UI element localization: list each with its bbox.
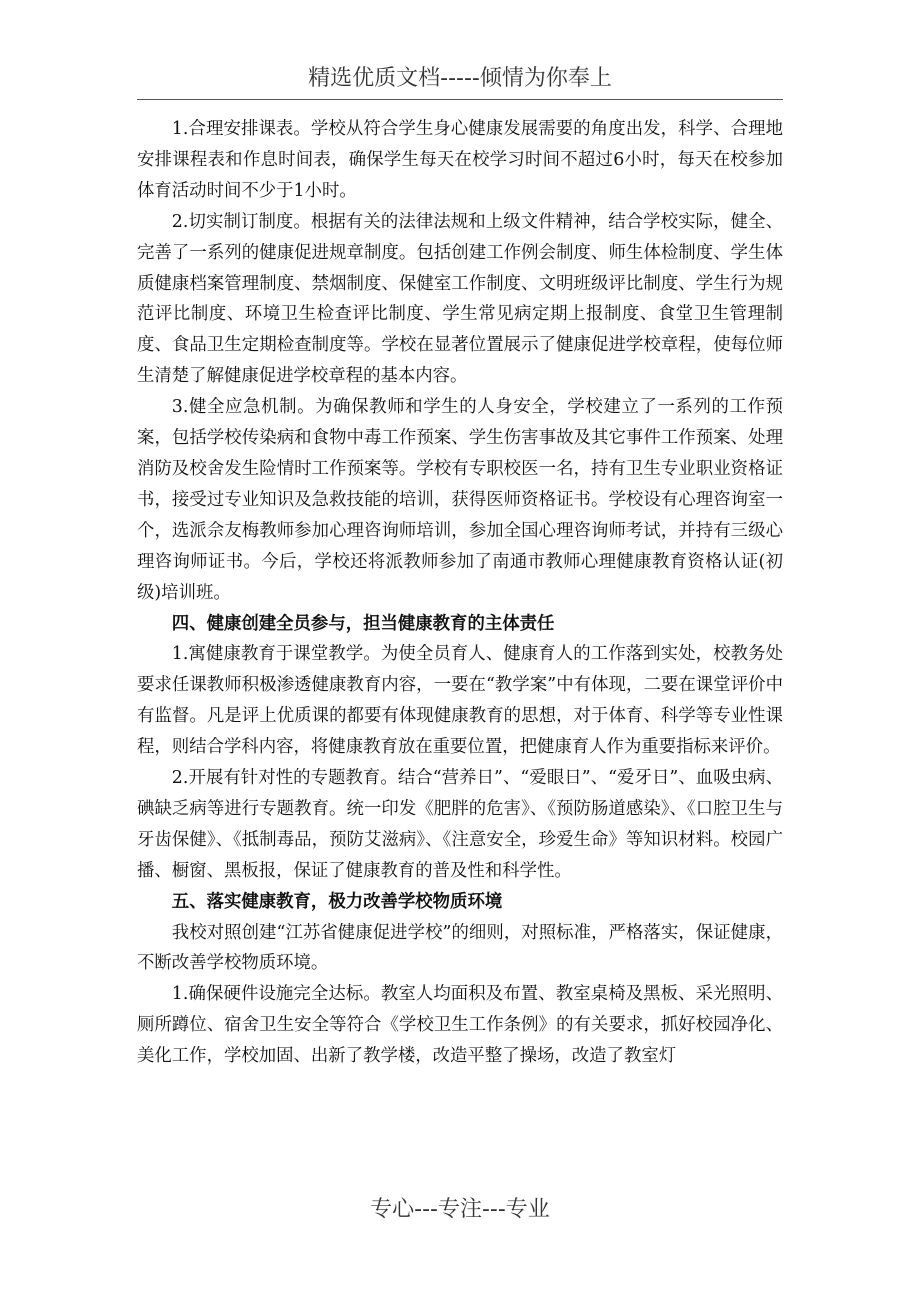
paragraph-7: 1.确保硬件设施完全达标。教室人均面积及布置、教室桌椅及黑板、采光照明、厕所蹲位、宿舍卫生安全等符合《学校卫生工作条例》的有关要求，抓好校园净化、美化工作，学校加固、出新了教学楼，改造平整了操场，改造了教室灯 <box>137 984 783 1067</box>
section-heading-5: 五、落实健康教育，极力改善学校物质环境 <box>171 891 503 912</box>
paragraph-3: 3.健全应急机制。为确保教师和学生的人身安全，学校建立了一系列的工作预案，包括学校传染病和食物中毒工作预案、学生伤害事故及其它事件工作预案、处理消防及校舍发生险情时工作预案等。学校有专职校医一名，持有卫生专业职业资格证书，接受过专业知识及急救技能的培训，获得医师资格证书。学校设有心理咨询室一个，选派佘友梅教师参加心理咨询师培训，参加全国心理咨询师考试，并持有三级心理咨询师证书。今后，学校还将派教师参加了南通市教师心理健康教育资格认证(初级)培训班。 <box>137 397 783 603</box>
section-heading-4: 四、健康创建全员参与，担当健康教育的主体责任 <box>171 613 555 634</box>
page-footer: 专心---专注---专业 <box>370 1197 550 1222</box>
paragraph-1: 1.合理安排课表。学校从符合学生身心健康发展需要的角度出发，科学、合理地安排课程表和作息时间表，确保学生每天在校学习时间不超过6小时，每天在校参加体育活动时间不少于1小时。 <box>137 119 783 201</box>
header-divider <box>137 99 783 100</box>
paragraph-6: 我校对照创建“江苏省健康促进学校”的细则，对照标准，严格落实，保证健康，不断改善学校物质环境。 <box>137 922 783 974</box>
paragraph-5: 2.开展有针对性的专题教育。结合“营养日”、“爱眼日”、“爱牙日”、血吸虫病、碘缺乏病等进行专题教育。统一印发《肥胖的危害》、《预防肠道感染》、《口腔卫生与牙齿保健》、《抵制毒品，预防艾滋病》、《注意安全，珍爱生命》等知识材料。校园广播、橱窗、黑板报，保证了健康教育的普及性和科学性。 <box>137 768 783 881</box>
document-body <box>137 114 783 1072</box>
page-header: 精选优质文档-----倾情为你奉上 <box>308 66 612 91</box>
paragraph-4: 1.寓健康教育于课堂教学。为使全员育人、健康育人的工作落到实处，校教务处要求任课教师积极渗透健康教育内容，一要在“教学案”中有体现，二要在课堂评价中有监督。凡是评上优质课的都要有体现健康教育的思想，对于体育、科学等专业性课程，则结合学科内容，将健康教育放在重要位置，把健康育人作为重要指标来评价。 <box>137 644 783 758</box>
paragraph-2: 2.切实制订制度。根据有关的法律法规和上级文件精神，结合学校实际，健全、完善了一系列的健康促进规章制度。包括创建工作例会制度、师生体检制度、学生体质健康档案管理制度、禁烟制度、保健室工作制度、文明班级评比制度、学生行为规范评比制度、环境卫生检查评比制度、学生常见病定期上报制度、食堂卫生管理制度、食品卫生定期检查制度等。学校在显著位置展示了健康促进学校章程，使每位师生清楚了解健康促进学校章程的基本内容。 <box>137 211 783 387</box>
